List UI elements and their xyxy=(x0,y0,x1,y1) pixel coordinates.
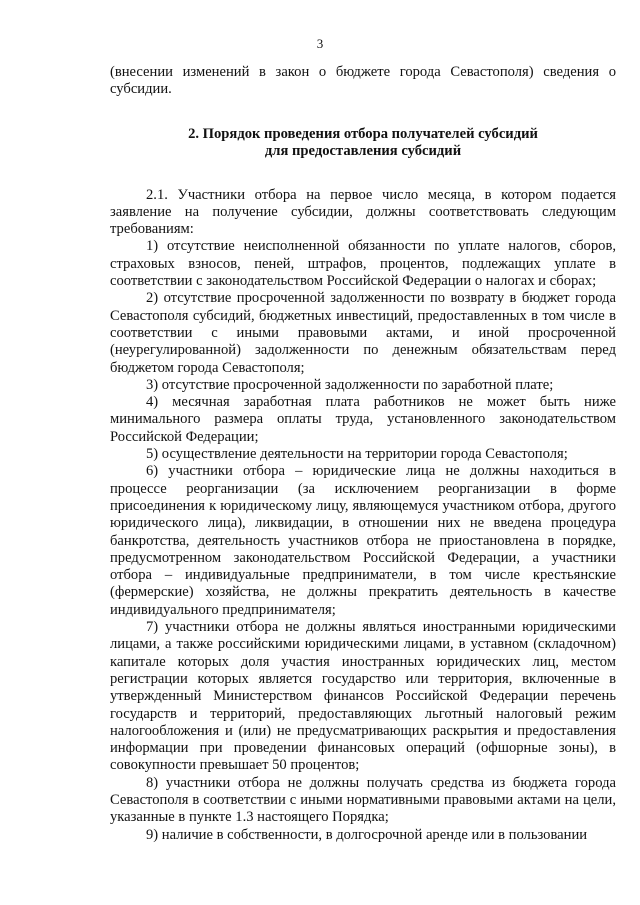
requirement-9: 9) наличие в собственности, в долгосрочной аренде или в пользовании xyxy=(146,826,588,843)
requirement-4: 4) месячная заработная плата работников не может быть ниже минимального размера оплаты труда, установленного законодательством Российской Федерации; xyxy=(110,394,616,445)
requirement-2: 2) отсутствие просроченной задолженности по возврату в бюджет города Севастополя субсидий, бюджетных инвестиций, предоставленных в том числе в соответствии с иными правовыми актами, и иной просроченной (неурегулированной) задолженности по денежным обязательствам перед бюджетом города Севастополя; xyxy=(110,290,616,376)
requirement-5: 5) осуществление деятельности на территории города Севастополя; xyxy=(146,446,568,463)
page-number: 3 xyxy=(316,36,324,51)
section-heading xyxy=(110,126,616,161)
intro-continuation: (внесении изменений в закон о бюджете города Севастополя) сведения о субсидии. xyxy=(110,64,616,98)
requirement-8: 8) участники отбора не должны получать средства из бюджета города Севастополя в соответствии с иными нормативными правовыми актами на цели, указанные в пункте 1.3 настоящего Порядка; xyxy=(110,774,616,826)
document-body xyxy=(110,64,616,844)
requirement-7: 7) участники отбора не должны являться иностранными юридическими лицами, а также российскими юридическими лицами, в уставном (складочном) капитале которых доля участия иностранных юридических лиц, местом регистрации которых является государство или территория, включенные в утвержденный Министерством финансов Российской Федерации перечень государств и территорий, предоставляющих льготный налоговый режим налогообложения и (или) не предусматривающих раскрытия и предоставления информации при проведении финансовых операций (офшорные зоны), в совокупности превышает 50 процентов; xyxy=(110,619,616,774)
requirement-3: 3) отсутствие просроченной задолженности по заработной плате; xyxy=(146,376,554,393)
section-heading-line-1: 2. Порядок проведения отбора получателей субсидий xyxy=(188,125,538,142)
section-heading-line-2: для предоставления субсидий xyxy=(264,143,462,160)
requirement-6: 6) участники отбора – юридические лица не должны находиться в процессе реорганизации (за исключением реорганизации в форме присоединения к юридическому лицу, являющемуся участником отбора, другого юридического лица), ликвидации, в отношении них не введена процедура банкротства, деятельность участников отбора не приостановлена в порядке, предусмотренном законодательством Российской Федерации, а участники отбора – индивидуальные предприниматели, в том числе крестьянские (фермерские) хозяйства, не должны прекратить деятельность в качестве индивидуального предпринимателя; xyxy=(110,463,616,618)
requirement-1: 1) отсутствие неисполненной обязанности по уплате налогов, сборов, страховых взносов, пеней, штрафов, процентов, подлежащих уплате в соответствии с законодательством Российской Федерации о налогах и сборах; xyxy=(110,238,616,290)
paragraph-2-1: 2.1. Участники отбора на первое число месяца, в котором подается заявление на получение субсидии, должны соответствовать следующим требованиям: xyxy=(110,186,616,238)
